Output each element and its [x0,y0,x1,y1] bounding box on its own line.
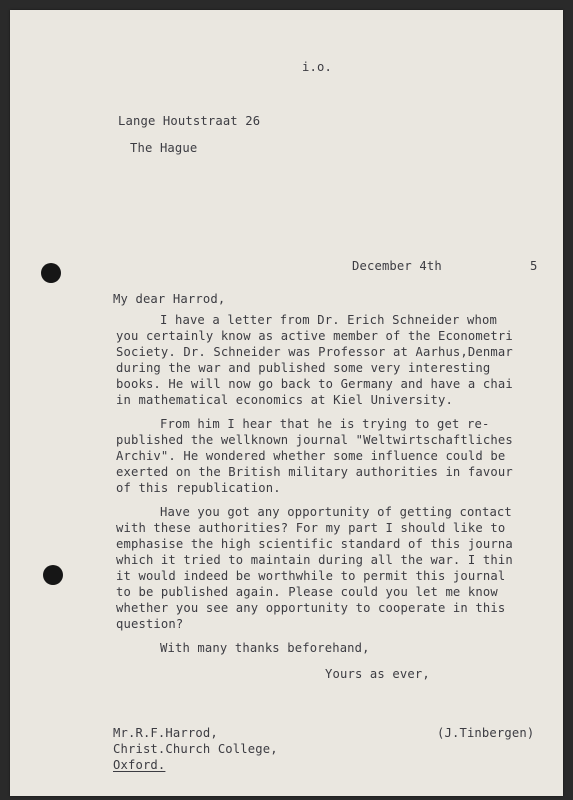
body-line: whether you see any opportunity to cooperate in this [116,601,506,615]
body-line: with these authorities? For my part I should like to [116,521,506,535]
body-line: Have you got any opportunity of getting contact [160,505,512,519]
letter-date-year-fragment: 5 [530,259,538,273]
punch-hole-top [41,263,61,283]
letter-date: December 4th [352,259,442,273]
body-line: Society. Dr. Schneider was Professor at Aarhus,Denmar [116,345,513,359]
body-line: books. He will now go back to Germany and have a chai [116,377,513,391]
body-line: which it tried to maintain during all the war. I thin [116,553,513,567]
body-line: Archiv". He wondered whether some influence could be [116,449,506,463]
body-line: I have a letter from Dr. Erich Schneider whom [160,313,497,327]
recipient-name: Mr.R.F.Harrod, [113,726,218,740]
body-line: published the wellknown journal "Weltwirtschaftliches [116,433,513,447]
signature: (J.Tinbergen) [437,726,535,740]
body-line: From him I hear that he is trying to get re- [160,417,490,431]
file-mark: i.o. [302,60,332,74]
body-line: to be published again. Please could you let me know [116,585,498,599]
body-line: exerted on the British military authorities in favour [116,465,513,479]
body-line: you certainly know as active member of the Econometri [116,329,513,343]
salutation: My dear Harrod, [113,292,226,306]
recipient-college: Christ.Church College, [113,742,278,756]
body-line: it would indeed be worthwhile to permit this journal [116,569,506,583]
letter-page [10,10,563,796]
body-line: during the war and published some very interesting [116,361,491,375]
body-line: in mathematical economics at Kiel University. [116,393,453,407]
sender-address-city: The Hague [130,141,198,155]
body-line: question? [116,617,184,631]
closing-line: Yours as ever, [325,667,430,681]
thanks-line: With many thanks beforehand, [160,641,370,655]
body-line: emphasise the high scientific standard of this journa [116,537,513,551]
punch-hole-bottom [43,565,63,585]
recipient-city: Oxford. [113,758,166,772]
body-line: of this republication. [116,481,281,495]
sender-address-street: Lange Houtstraat 26 [118,114,261,128]
